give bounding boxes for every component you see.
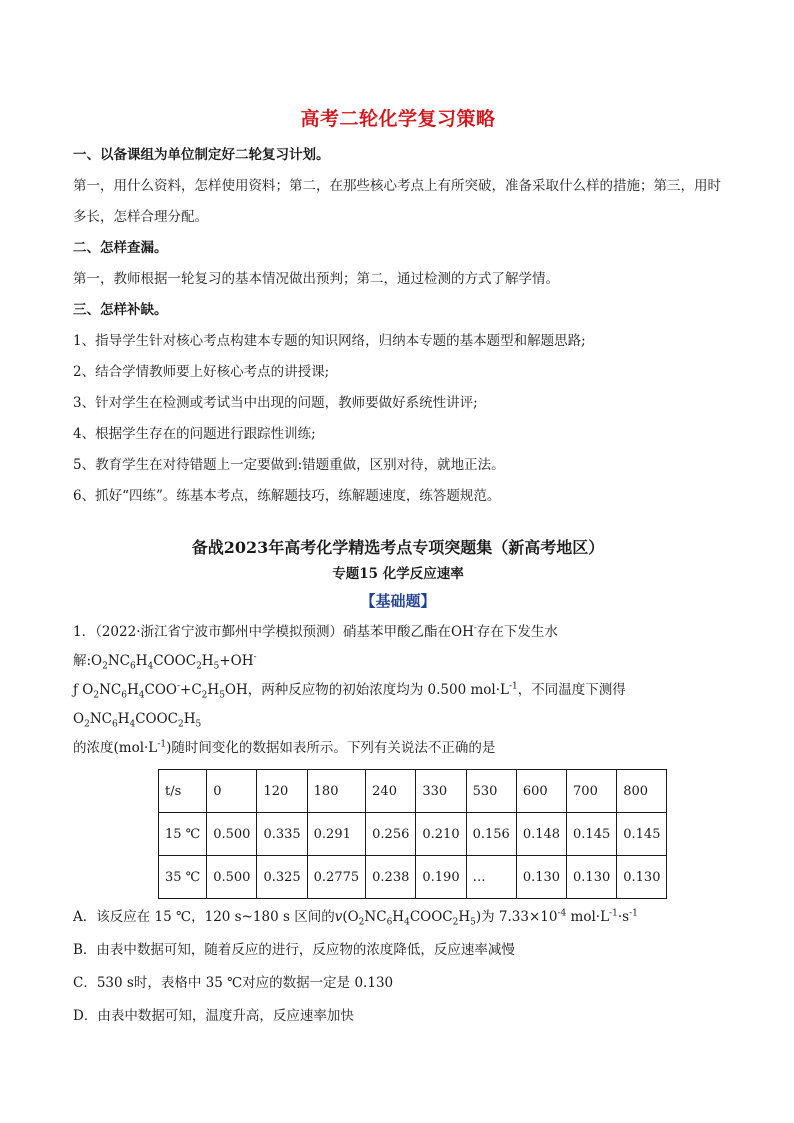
list-item: 6、抓好“四练”。练基本考点，练解题技巧，练解题速度，练答题规范。: [73, 488, 501, 504]
question-line-1: 1．（2022·浙江省宁波市鄞州中学模拟预测）硝基苯甲酸乙酯在OH-存在下发生水解$:O_2NC_6H_4COOC_2H_5+OH^-$: [73, 623, 558, 672]
topic-subtitle: 专题15 化学反应速率: [332, 566, 464, 582]
data-table: [158, 769, 667, 899]
page-title: 高考二轮化学复习策略: [300, 108, 496, 130]
table-cell: 0.156: [466, 813, 516, 856]
table-cell: 15 ℃: [159, 813, 207, 856]
list-item: 2、结合学情教师要上好核心考点的讲授课;: [73, 364, 330, 380]
table-cell: 0.210: [416, 813, 466, 856]
section1-paragraph: 第一，用什么资料，怎样使用资料；第二，在那些核心考点上有所突破，准备采取什么样的措施；第三，用时多长，怎样合理分配。: [73, 178, 721, 225]
table-cell: 0: [207, 770, 257, 813]
list-item: 5、教育学生在对待错题上一定要做到:错题重做，区别对待，就地正法。: [73, 457, 505, 473]
table-cell: 0.130: [617, 856, 667, 899]
question-1: [73, 618, 723, 763]
exercise-section: [73, 536, 723, 1033]
list-item: 1、指导学生针对核心考点构建本专题的知识网络，归纳本专题的基本题型和解题思路;: [73, 333, 586, 349]
table-cell: 0.130: [516, 856, 566, 899]
table-cell: 120: [257, 770, 307, 813]
table-cell: 0.335: [257, 813, 307, 856]
table-cell: 0.145: [567, 813, 617, 856]
exercise-title: 备战2023年高考化学精选考点专项突题集（新高考地区）: [191, 538, 605, 557]
basic-label: 【基础题】: [360, 592, 436, 610]
option-b: B．由表中数据可知，随着反应的进行，反应物的浓度降低，反应速率减慢: [73, 942, 515, 958]
option-a: A．该反应在 15 ℃，120 s~180 s 区间的$v(O_2NC_6H_4COOC_2H_5)$为 $7.33\times 10^{-4}$ $mol\cdot L^{-1}\cdot s^{-1}$: [73, 908, 638, 928]
table-cell: 0.145: [617, 813, 667, 856]
table-cell: 0.130: [567, 856, 617, 899]
table-cell: 700: [567, 770, 617, 813]
question-line-2: ƒ $O_2NC_6H_4COO^-+C_2H_5OH$，两种反应物的初始浓度均为 0.500 $mol\cdot L^{-1}$，不同温度下测得 $O_2NC_6H_4COOC_2H_5$: [73, 681, 626, 730]
table-cell: 800: [617, 770, 667, 813]
table-cell: 0.2775: [307, 856, 366, 899]
table-cell: 0.190: [416, 856, 466, 899]
section2-paragraph: 第一，教师根据一轮复习的基本情况做出预判；第二，通过检测的方式了解学情。: [73, 271, 559, 287]
table-cell: 0.238: [366, 856, 416, 899]
table-cell: 330: [416, 770, 466, 813]
table-cell: 240: [366, 770, 416, 813]
table-row: [159, 856, 667, 899]
table-cell: 0.500: [207, 813, 257, 856]
table-row: [159, 770, 667, 813]
option-c: C．530 s时，表格中 35 ℃对应的数据一定是 0.130: [73, 975, 394, 991]
table-cell: 0.291: [307, 813, 366, 856]
list-item: 4、根据学生存在的问题进行跟踪性训练;: [73, 426, 316, 442]
answer-options: [73, 901, 723, 1033]
document-content: [73, 104, 723, 1033]
table-cell: 530: [466, 770, 516, 813]
section3-heading: 三、怎样补缺。: [73, 302, 168, 318]
table-cell: 600: [516, 770, 566, 813]
table-cell: 0.148: [516, 813, 566, 856]
list-item: 3、针对学生在检测或考试当中出现的问题，教师要做好系统性讲评;: [73, 395, 478, 411]
table-cell: 180: [307, 770, 366, 813]
table-row: [159, 813, 667, 856]
table-cell: t/s: [159, 770, 207, 813]
section1-heading: 一、以备课组为单位制定好二轮复习计划。: [73, 147, 330, 163]
table-cell: 0.500: [207, 856, 257, 899]
question-line-3: 的浓度$(mol\cdot L^{-1})$随时间变化的数据如表所示。下列有关说法不正确的是: [73, 739, 496, 756]
section2-heading: 二、怎样查漏。: [73, 240, 168, 256]
option-d: D．由表中数据可知，温度升高，反应速率加快: [73, 1008, 354, 1024]
table-cell: 35 ℃: [159, 856, 207, 899]
table-cell: 0.256: [366, 813, 416, 856]
table-cell: …: [466, 856, 516, 899]
table-cell: 0.325: [257, 856, 307, 899]
